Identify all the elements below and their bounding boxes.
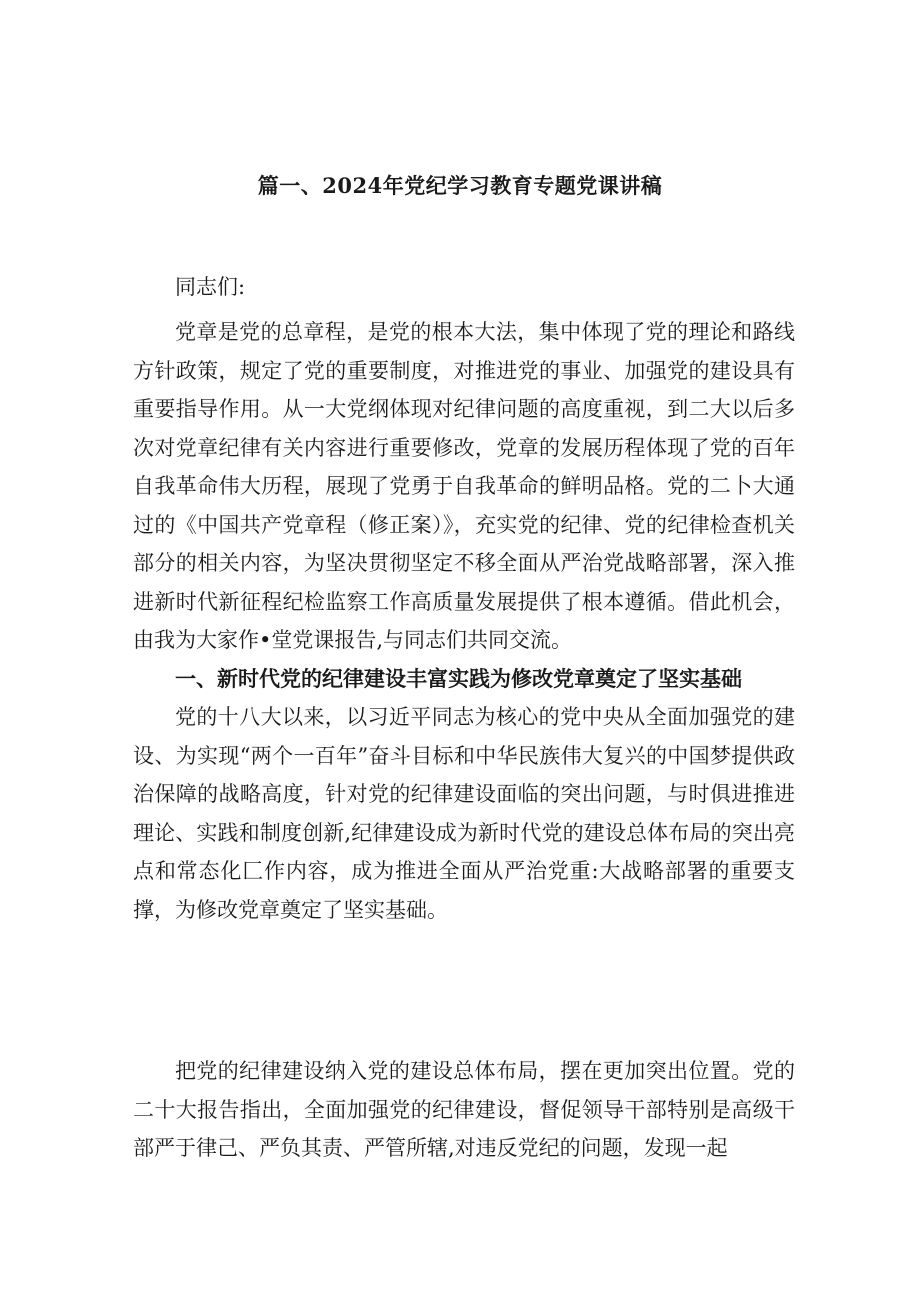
paragraph-1: 党章是党的总章程，是党的根本大法，集中体现了党的理论和路线方针政策，规定了党的重要制度，对推进党的事业、加强党的建设具有重要指导作用。从一大党纲体现对纪律问题的高度重视，到二大以后多次对党章纪律有关内容进行重要修改，党章的发展历程体现了党的百年自我革命伟大历程，展现了党勇于自我革命的鲜明品格。党的二卜大通过的《中国共产党章程（修正案）》，充实党的纪律、党的纪律检查机关部分的相关内容，为坚决贯彻坚定不移全面从严治党战略部署，深入推进新时代新征程纪检监察工作高质量发展提供了根本遵循。借此机会，由我为大家作•堂党课报告,与同志们共同交流。 bbox=[133, 320, 795, 652]
section-heading-1: 一、新时代党的纪律建设丰富实践为修改党章奠定了坚实基础 bbox=[175, 665, 742, 691]
greeting: 同志们: bbox=[175, 275, 246, 299]
paragraph-3: 把党的纪律建设纳入党的建设总体布局，摆在更加突出位置。党的二十大报告指出，全面加强党的纪律建设，督促领导干部特别是高级干部严于律己、严负其责、严管所辖,对违反党纪的问题，发现一起 bbox=[133, 1059, 795, 1160]
document-title: 篇一、2024年党纪学习教育专题党课讲稿 bbox=[257, 173, 663, 198]
paragraph-2: 党的十八大以来，以习近平同志为核心的党中央从全面加强党的建设、为实现“两个一百年”奋斗目标和中华民族伟大复兴的中国梦提供政治保障的战略高度，针对党的纪律建设面临的突出问题，与时俱进推进理论、实践和制度创新,纪律建设成为新时代党的建设总体布局的突出亮点和常态化匚作内容，成为推进全面从严治党重:大战略部署的重要支撑，为修改党章奠定了坚实基础。 bbox=[133, 705, 795, 922]
body-section-1 bbox=[133, 313, 795, 929]
body-section-2 bbox=[133, 1052, 795, 1168]
greeting-block bbox=[133, 268, 795, 307]
